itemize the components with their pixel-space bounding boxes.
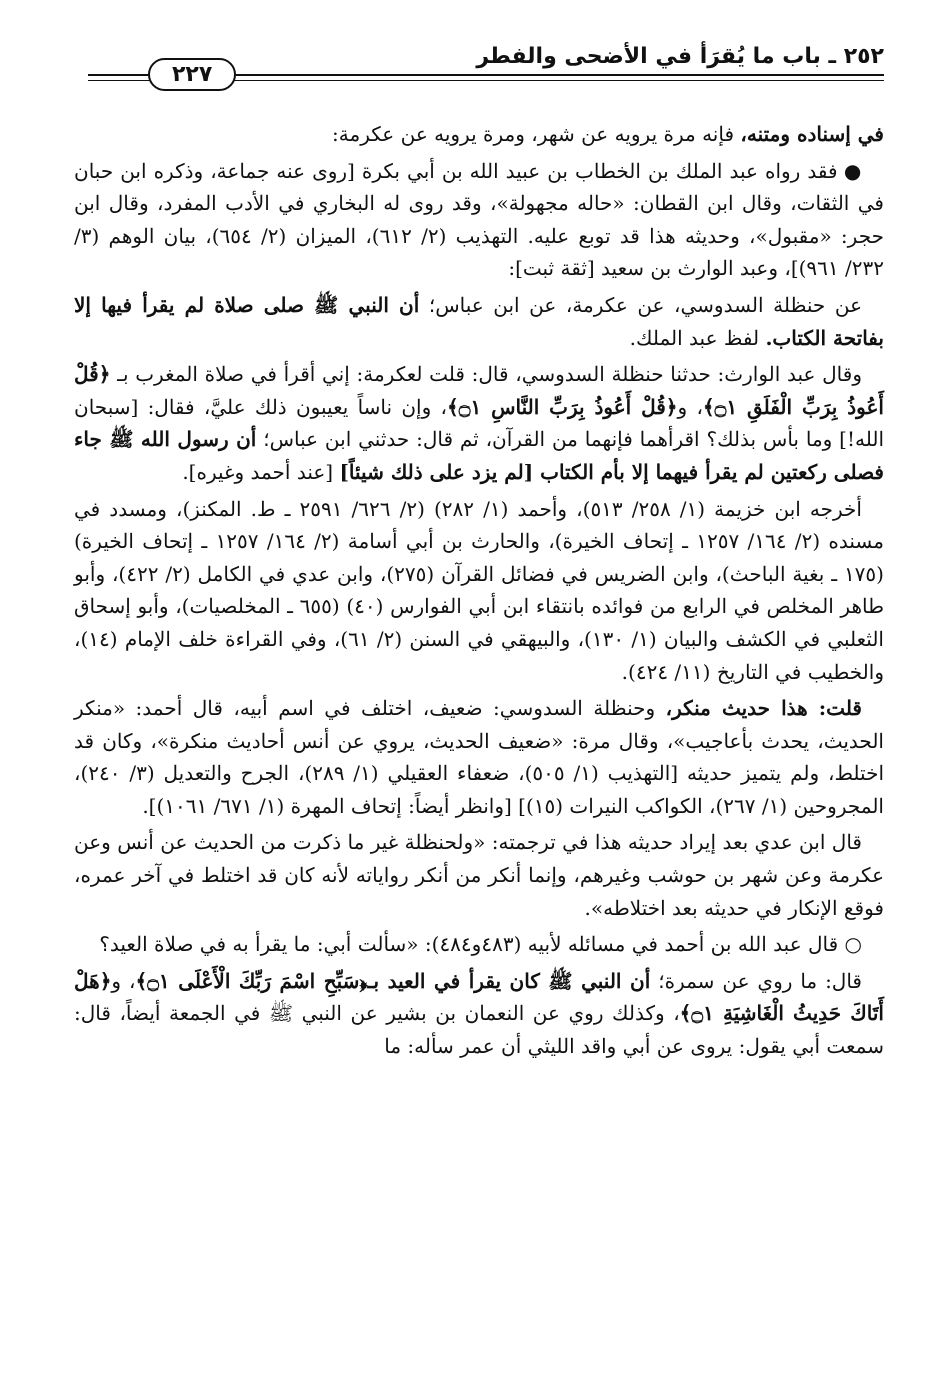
paragraph-5	[74, 493, 884, 689]
text-run: وقال عبد الوارث: حدثنا حنظلة السدوسي، قال: قلت لعكرمة: إني أقرأ في صلاة المغرب بـ	[110, 362, 862, 387]
text-run: أن رسول الله ﷺ جاء فصلى ركعتين لم يقرأ فيهما إلا بأم الكتاب [لم يزد على ذلك شيئاً]	[74, 427, 884, 484]
paragraph-6	[74, 692, 884, 822]
text-run: قال عبد الله بن أحمد في مسائله لأبيه (٤٨٣و٤٨٤): «سألت أبي: ما يقرأ به في صلاة العيد؟	[99, 932, 845, 957]
chapter-title: ٢٥٢ ـ باب ما يُقرَأ في الأضحى والفطر	[476, 44, 884, 69]
text-run: لفظ عبد الملك.	[629, 325, 766, 350]
text-run: ، و	[677, 394, 703, 419]
text-run: فإنه مرة يرويه عن شهر، ومرة يرويه عن عكرمة:	[332, 122, 741, 146]
text-run: أن النبي ﷺ كان يقرأ في العيد بـ	[367, 968, 651, 993]
paragraph-3	[74, 289, 884, 354]
text-run: ﴿هَلْ أَتَاكَ حَدِيثُ الْغَاشِيَةِ ۝١﴾	[74, 968, 884, 1026]
page-header	[88, 40, 884, 110]
text-run: أن النبي ﷺ صلى صلاة لم يقرأ فيها إلا بفاتحة الكتاب.	[74, 292, 884, 350]
text-run: قلت: هذا حديث منكر،	[665, 696, 862, 721]
text-run: في إسناده ومتنه،	[740, 122, 884, 146]
text-run: عن حنظلة السدوسي، عن عكرمة، عن ابن عباس؛	[419, 292, 862, 317]
text-run: ﴿قُلْ أَعُوذُ بِرَبِّ الْفَلَقِ ۝١﴾	[74, 362, 884, 419]
paragraph-8	[74, 928, 884, 961]
text-run: ﴿قُلْ أَعُوذُ بِرَبِّ النَّاسِ ۝١﴾	[447, 394, 678, 419]
paragraph-9	[74, 965, 884, 1063]
text-run: ○	[844, 932, 862, 957]
text-run: فقد رواه عبد الملك بن الخطاب بن عبيد الله بن أبي بكرة [روى عنه جماعة، وذكره ابن حبان في الثقات، وقال ابن القطان: «حاله مجهولة»، وقد روى له البخاري في الأدب المفرد، وقال ابن حجر: «مقبول»، وحديثه هذا قد توبع عليه. التهذيب (٢/ ٦١٢)، الميزان (٢/ ٦٥٤)، بيان الوهم (٣/ ٢٣٢/ ٩٦١)]، وعبد الوارث بن سعيد [ثقة ثبت]:	[74, 158, 884, 281]
paragraph-7	[74, 826, 884, 924]
text-run: ﴿سَبِّحِ اسْمَ رَبِّكَ الْأَعْلَى ۝١﴾	[135, 968, 368, 993]
text-run: قال: ما روي عن سمرة؛	[650, 968, 862, 993]
paragraph-4	[74, 358, 884, 488]
body-text	[74, 118, 884, 1067]
text-run: ، و	[111, 968, 136, 993]
paragraph-2	[74, 155, 884, 285]
text-run: قال ابن عدي بعد إيراد حديثه هذا في ترجمته: «ولحنظلة غير ما ذكرت من الحديث عن أنس وعن عكرمة وعن شهر بن حوشب وغيرهم، وإنما أنكر من أنكر رواياته لأنه كان قد اختلط في آخر عمره، فوقع الإنكار في حديثه بعد اختلاطه».	[74, 830, 884, 920]
text-run: ●	[843, 158, 863, 183]
text-run: وحنظلة السدوسي: ضعيف، اختلف في اسم أبيه، قال أحمد: «منكر الحديث، يحدث بأعاجيب»، وقال مرة: «ضعيف الحديث، يروي عن أنس أحاديث منكرة»، وكان قد اختلط، ولم يتميز حديثه [التهذيب (١/ ٥٠٥)، ضعفاء العقيلي (١/ ٢٨٩)، الجرح والتعديل (٣/ ٢٤٠)، المجروحين (١/ ٢٦٧)، الكواكب النيرات (١٥)] [وانظر أيضاً: إتحاف المهرة (١/ ٦٧١/ ١٠٦١)].	[74, 696, 885, 818]
text-run: ، وكذلك روي عن النعمان بن بشير عن النبي ﷺ في الجمعة أيضاً، قال: سمعت أبي يقول: يروى عن أبي واقد الليثي أن عمر سأله: ما	[74, 1001, 884, 1059]
text-run: ، وإن ناساً يعيبون ذلك عليَّ، فقال: [سبحان الله!] وما بأس بذلك؟ اقرأهما فإنهما من القرآن، ثم قال: حدثني ابن عباس؛	[74, 394, 885, 452]
paragraph-1	[74, 118, 884, 151]
text-run: [عند أحمد وغيره].	[182, 459, 340, 484]
text-run: أخرجه ابن خزيمة (١/ ٢٥٨/ ٥١٣)، وأحمد (١/ ٢٨٢) (٢/ ٦٢٦/ ٢٥٩١ ـ ط. المكنز)، ومسدد في مسنده (٢/ ١٦٤/ ١٢٥٧ ـ إتحاف الخيرة)، والحارث بن أبي أسامة (٢/ ١٦٤/ ١٢٥٧ ـ إتحاف الخيرة) (١٧٥ ـ بغية الباحث)، وابن الضريس في فضائل القرآن (٢٧٥)، وابن عدي في الكامل (٢/ ٤٢٢)، وأبو طاهر المخلص في الرابع من فوائده بانتقاء ابن أبي الفوارس (٤٠) (٦٥٥ ـ المخلصيات)، وأبو إسحاق الثعلبي في الكشف والبيان (١/ ١٣٠)، والبيهقي في السنن (٢/ ٦١)، وفي القراءة خلف الإمام (١٤)، والخطيب في التاريخ (١١/ ٤٢٤).	[74, 496, 885, 684]
page-number: ٢٢٧	[148, 58, 236, 91]
